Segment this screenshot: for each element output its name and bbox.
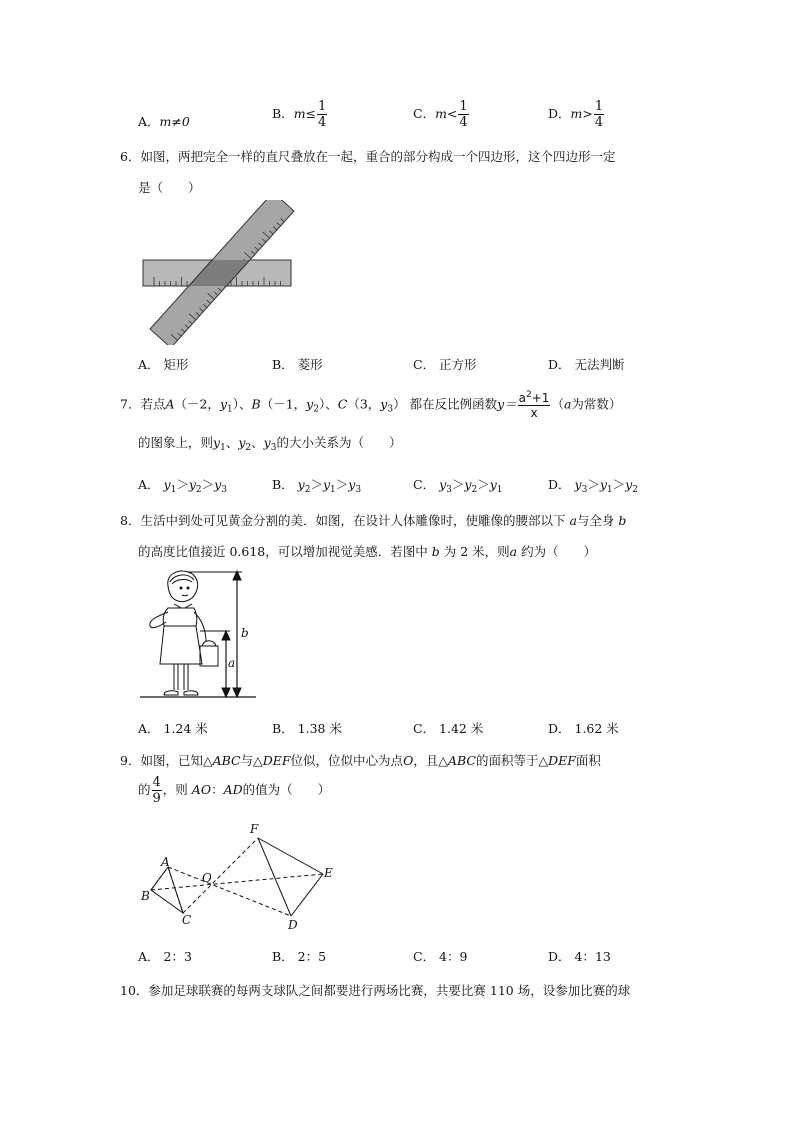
q6-option-c: C． 正方形 [413,357,477,372]
q8-stem-line1: 8．生活中到处可见黄金分割的美．如图，在设计人体雕像时，使雕像的腰部以下 a与全身 b [120,513,627,528]
q6-stem-line1: 6．如图，两把完全一样的直尺叠放在一起，重合的部分构成一个四边形，这个四边形一定 [120,149,616,164]
q9-option-d: D． 4：13 [548,949,611,964]
woman-figure [150,571,218,695]
label-B: B [141,889,150,903]
q9-stem-line1: 9．如图，已知△ABC与△DEF位似，位似中心为点O，且△ABC的面积等于△DEF面积 [120,753,601,768]
fraction: $\frac{1}{4}$ [594,99,604,130]
q7-option-b: B． $y_2>y_1>y_3$ [272,477,362,495]
q9-option-a: A． 2：3 [138,949,192,964]
q8-statue-figure [138,566,258,702]
q5-option-b: B．m≤ $\frac{1}{4}$ [272,99,327,130]
q8-option-a: A． 1.24 米 [138,721,208,736]
q9-option-b: B． 2：5 [272,949,327,964]
q5-option-a: A．m≠0 [138,114,190,129]
q8-option-d: D． 1.62 米 [548,721,619,736]
label-F: F [250,822,259,836]
q9-homothety-figure [138,818,348,936]
q6-stem-line2: 是（ ） [138,180,201,195]
label-b: b [241,626,249,640]
label-E: E [324,866,333,880]
label-A: A [161,855,170,869]
q9-option-c: C． 4：9 [413,949,468,964]
function-fraction: $\frac{a^2+1}{x}$ [518,390,550,420]
label-D: D [288,918,298,932]
q6-option-a: A． 矩形 [138,357,189,372]
fraction: $\frac{1}{4}$ [318,99,327,130]
label-C: C [182,913,192,927]
q7-stem-line2: 的图象上，则$y_1$、$y_2$、$y_3$的大小关系为（ ） [138,435,402,453]
q7-option-a: A． $y_1>y_2>y_3$ [138,477,227,495]
q7-option-c: C． $y_3>y_2>y_1$ [413,477,503,495]
q7-stem-line1: 7．若点A（－2，$y_1$）、B（－1，$y_2$）、C（3，$y_3$） 都在反比例函数y＝ $\frac{a^2+1}{x}$ （a为常数） [120,390,622,420]
q8-stem-line2: 的高度比值接近 0.618，可以增加视觉美感．若图中 b 为 2 米，则a 约为（ ） [138,544,597,559]
q5-option-d: D．m> $\frac{1}{4}$ [548,99,604,130]
q5-option-c: C．m< $\frac{1}{4}$ [413,99,468,130]
q8-option-b: B． 1.38 米 [272,721,342,736]
arrow-b [233,571,241,697]
label-O: O [202,871,212,885]
q6-option-b: B． 菱形 [272,357,323,372]
fraction: $\frac{1}{4}$ [459,99,468,130]
q9-stem-line2: 的 $\frac{4}{9}$ ，则 AO：AD的值为（ ） [138,775,331,806]
label-a: a [228,656,236,670]
q7-option-d: D． $y_3>y_1>y_2$ [548,477,638,495]
q10-stem-line1: 10．参加足球联赛的每两支球队之间都要进行两场比赛，共要比赛 110 场，设参加比赛的球 [120,983,631,998]
q6-rulers-figure [140,200,300,345]
q8-option-c: C． 1.42 米 [413,721,484,736]
fraction: $\frac{4}{9}$ [152,775,161,806]
q6-option-d: D． 无法判断 [548,357,625,372]
